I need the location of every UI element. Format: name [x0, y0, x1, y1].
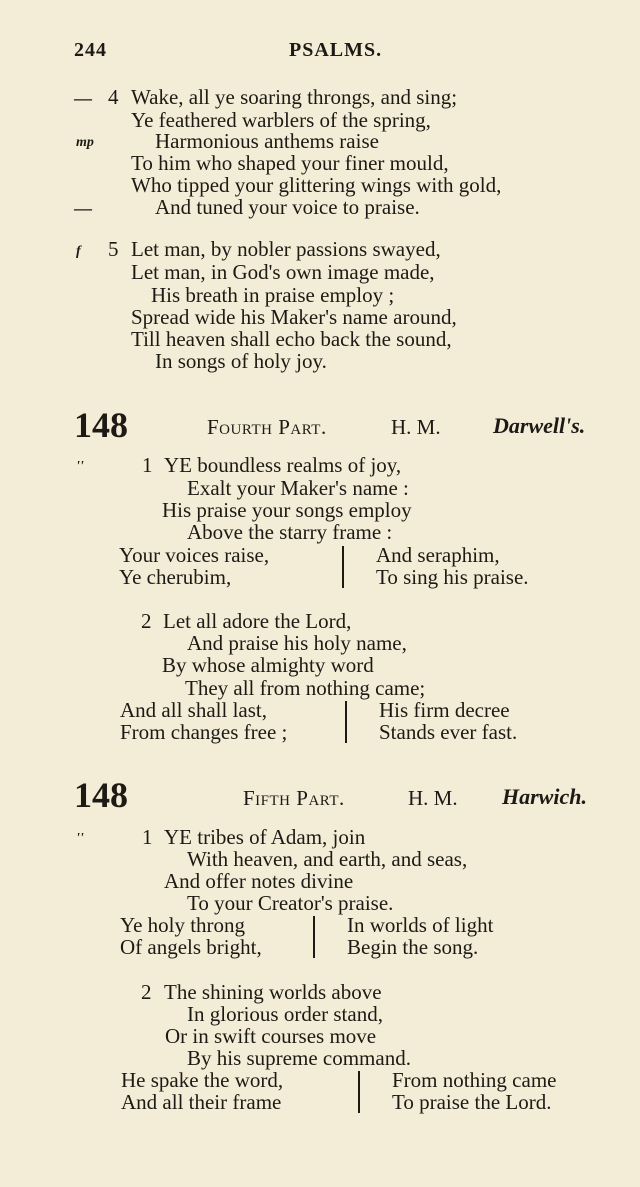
tune-name: Harwich.: [502, 784, 587, 809]
verse-line: From nothing came: [392, 1068, 557, 1092]
verse-number: 5: [108, 237, 119, 261]
verse-line: In glorious order stand,: [187, 1002, 383, 1026]
verse-line: Or in swift courses move: [165, 1024, 377, 1048]
verse-line: Ye cherubim,: [119, 565, 232, 589]
verse-line: Let man, by nobler passions swayed,: [131, 237, 441, 261]
verse-line: And praise his holy name,: [187, 631, 407, 655]
verse-line: To your Creator's praise.: [187, 891, 394, 915]
hymn-part: Fifth Part.: [243, 786, 345, 810]
verse-line: And seraphim,: [376, 543, 500, 567]
verse-line: From changes free ;: [120, 720, 288, 744]
dynamic-mark: —: [74, 88, 92, 108]
verse-line: They all from nothing came;: [185, 676, 426, 700]
hymn-meter: H. M.: [408, 786, 458, 810]
verse-line: He spake the word,: [121, 1068, 284, 1092]
verse-line: In songs of holy joy.: [155, 349, 327, 373]
verse-line: By his supreme command.: [187, 1046, 411, 1070]
page-number: 244: [74, 39, 107, 61]
verse-line: Begin the song.: [347, 935, 479, 959]
verse-line: Till heaven shall echo back the sound,: [131, 327, 452, 351]
verse-number: 4: [108, 85, 119, 109]
dynamic-mark: mp: [76, 135, 94, 150]
verse-line: To him who shaped your finer mould,: [131, 151, 449, 175]
verse-line: To sing his praise.: [376, 565, 529, 589]
verse-line: To praise the Lord.: [392, 1090, 552, 1114]
verse-line: Let all adore the Lord,: [163, 609, 352, 633]
verse-line: His firm decree: [379, 698, 510, 722]
verse-line: And all their frame: [121, 1090, 282, 1114]
verse-number: 1: [142, 453, 153, 477]
verse-line: Above the starry frame :: [187, 520, 393, 544]
dynamic-mark: '': [76, 831, 84, 846]
dynamic-mark: f: [76, 244, 81, 259]
verse-line: Wake, all ye soaring throngs, and sing;: [131, 85, 458, 109]
dynamic-mark: '': [76, 459, 84, 474]
verse-line: YE boundless realms of joy,: [164, 453, 402, 477]
verse-line: Spread wide his Maker's name around,: [131, 305, 457, 329]
verse-line: With heaven, and earth, and seas,: [187, 847, 468, 871]
hymn-number: 148: [74, 405, 128, 445]
hymn-meter: H. M.: [391, 415, 441, 439]
verse-line: By whose almighty word: [162, 653, 374, 677]
verse-line: And tuned your voice to praise.: [155, 195, 420, 219]
dynamic-mark: —: [74, 198, 92, 218]
verse-line: Who tipped your glittering wings with gold,: [131, 173, 502, 197]
verse-line: Stands ever fast.: [379, 720, 518, 744]
verse-line: YE tribes of Adam, join: [164, 825, 366, 849]
tune-name: Darwell's.: [493, 413, 586, 438]
verse-number: 1: [142, 825, 153, 849]
refrain-divider: [342, 546, 344, 588]
hymn-part: Fourth Part.: [207, 415, 327, 439]
verse-number: 2: [141, 980, 152, 1004]
refrain-divider: [358, 1071, 360, 1113]
refrain-divider: [345, 701, 347, 743]
verse-line: Your voices raise,: [119, 543, 270, 567]
verse-line: In worlds of light: [347, 913, 494, 937]
verse-line: Exalt your Maker's name :: [187, 476, 409, 500]
hymn-number: 148: [74, 775, 128, 815]
verse-line: And all shall last,: [120, 698, 267, 722]
verse-line: The shining worlds above: [164, 980, 382, 1004]
verse-line: Of angels bright,: [120, 935, 262, 959]
page-title: PSALMS.: [289, 39, 383, 61]
verse-line: Ye feathered warblers of the spring,: [131, 108, 431, 132]
verse-line: Ye holy throng: [120, 913, 246, 937]
verse-line: His praise your songs employ: [162, 498, 412, 522]
verse-line: And offer notes divine: [164, 869, 354, 893]
refrain-divider: [313, 916, 315, 958]
verse-line: Let man, in God's own image made,: [131, 260, 435, 284]
verse-number: 2: [141, 609, 152, 633]
verse-line: Harmonious anthems raise: [155, 129, 379, 153]
verse-line: His breath in praise employ ;: [151, 283, 395, 307]
